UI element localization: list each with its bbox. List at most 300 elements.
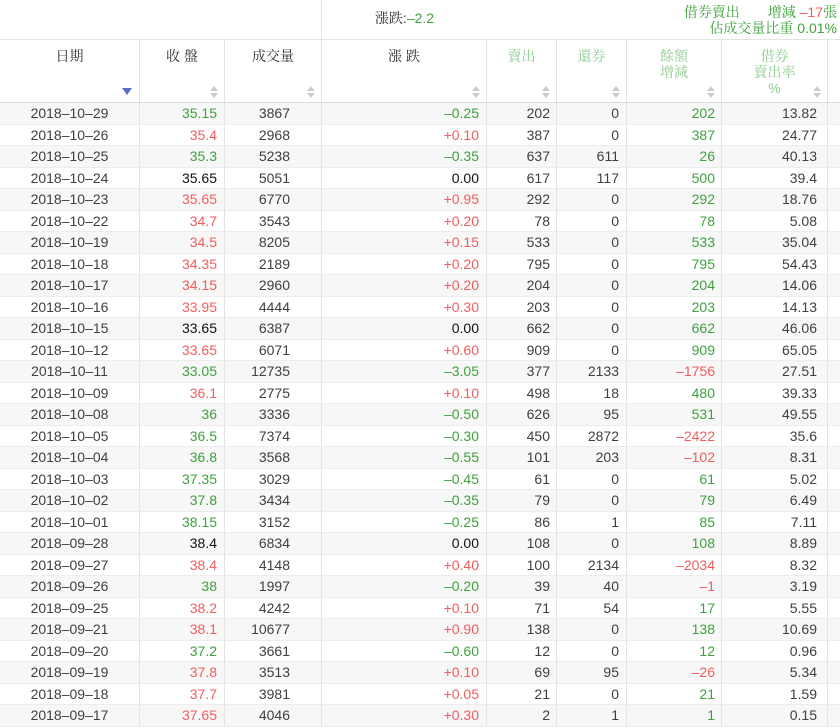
sell-ratio-cell: 35.04: [722, 232, 828, 253]
balance-change-cell: 1: [627, 705, 722, 726]
change-cell: +0.10: [322, 125, 487, 146]
spacer-cell: [828, 232, 840, 253]
sell-cell: 86: [487, 512, 557, 533]
close-cell: 33.95: [140, 297, 225, 318]
table-row: [0, 340, 840, 362]
table-row: [0, 383, 840, 405]
balance-change-cell: 480: [627, 383, 722, 404]
volume-cell: 8205: [225, 232, 322, 253]
close-cell: 33.65: [140, 340, 225, 361]
close-cell: 34.5: [140, 232, 225, 253]
balance-change-cell: 61: [627, 469, 722, 490]
sell-ratio-cell: 8.89: [722, 533, 828, 554]
date-cell: 2018–10–26: [0, 125, 140, 146]
close-cell: 34.7: [140, 211, 225, 232]
date-cell: 2018–10–11: [0, 361, 140, 382]
sell-cell: 377: [487, 361, 557, 382]
table-row: [0, 705, 840, 727]
return-cell: 0: [557, 125, 627, 146]
date-cell: 2018–10–08: [0, 404, 140, 425]
balance-change-cell: 78: [627, 211, 722, 232]
spacer-cell: [828, 103, 840, 124]
table-row: [0, 469, 840, 491]
return-cell: 2872: [557, 426, 627, 447]
table-row: [0, 533, 840, 555]
change-cell: –3.05: [322, 361, 487, 382]
spacer-cell: [828, 619, 840, 640]
spacer-cell: [828, 189, 840, 210]
spacer-cell: [828, 641, 840, 662]
sell-ratio-cell: 54.43: [722, 254, 828, 275]
sell-cell: 498: [487, 383, 557, 404]
close-cell: 36: [140, 404, 225, 425]
sell-cell: 637: [487, 146, 557, 167]
table-row: [0, 361, 840, 383]
sell-cell: 138: [487, 619, 557, 640]
balance-change-cell: –1: [627, 576, 722, 597]
balance-change-cell: 662: [627, 318, 722, 339]
return-cell: 203: [557, 447, 627, 468]
balance-change-cell: 909: [627, 340, 722, 361]
table-row: [0, 555, 840, 577]
return-cell: 0: [557, 490, 627, 511]
close-cell: 33.05: [140, 361, 225, 382]
change-cell: +0.05: [322, 684, 487, 705]
close-cell: 38.4: [140, 533, 225, 554]
table-row: [0, 211, 840, 233]
return-cell: 95: [557, 404, 627, 425]
change-cell: –0.25: [322, 103, 487, 124]
sell-cell: 795: [487, 254, 557, 275]
return-cell: 0: [557, 189, 627, 210]
change-cell: –0.30: [322, 426, 487, 447]
return-cell: 2134: [557, 555, 627, 576]
close-cell: 36.5: [140, 426, 225, 447]
date-cell: 2018–10–23: [0, 189, 140, 210]
close-cell: 35.4: [140, 125, 225, 146]
spacer-cell: [828, 662, 840, 683]
table-row: [0, 275, 840, 297]
table-row: [0, 232, 840, 254]
balance-change-cell: 795: [627, 254, 722, 275]
close-cell: 38.4: [140, 555, 225, 576]
col-header-return[interactable]: 還券: [557, 40, 627, 102]
date-cell: 2018–09–28: [0, 533, 140, 554]
volume-cell: 2960: [225, 275, 322, 296]
close-cell: 35.65: [140, 168, 225, 189]
balance-change-cell: –2034: [627, 555, 722, 576]
close-cell: 38: [140, 576, 225, 597]
sort-icon: [612, 86, 620, 98]
sort-icon: [210, 86, 218, 98]
return-cell: 0: [557, 469, 627, 490]
table-header: [0, 40, 840, 103]
change-cell: +0.60: [322, 340, 487, 361]
table-row: [0, 103, 840, 125]
sell-ratio-cell: 18.76: [722, 189, 828, 210]
volume-cell: 3336: [225, 404, 322, 425]
balance-change-cell: 12: [627, 641, 722, 662]
close-cell: 38.1: [140, 619, 225, 640]
sell-cell: 78: [487, 211, 557, 232]
volume-cell: 4444: [225, 297, 322, 318]
close-cell: 38.15: [140, 512, 225, 533]
price-change-value: –2.2: [406, 9, 435, 26]
sell-ratio-cell: 5.02: [722, 469, 828, 490]
return-cell: 0: [557, 254, 627, 275]
col-header-close[interactable]: 收 盤: [140, 40, 225, 102]
date-cell: 2018–09–21: [0, 619, 140, 640]
sell-ratio-cell: 39.4: [722, 168, 828, 189]
short-sell-change-value: –17: [799, 4, 823, 20]
table-row: [0, 598, 840, 620]
sell-cell: 39: [487, 576, 557, 597]
sell-cell: 909: [487, 340, 557, 361]
date-cell: 2018–09–20: [0, 641, 140, 662]
sort-icon: [813, 86, 821, 98]
table-row: [0, 426, 840, 448]
volume-cell: 4242: [225, 598, 322, 619]
spacer-cell: [828, 168, 840, 189]
date-cell: 2018–10–18: [0, 254, 140, 275]
table-row: [0, 447, 840, 469]
return-cell: 0: [557, 297, 627, 318]
change-cell: 0.00: [322, 168, 487, 189]
sell-ratio-cell: 35.6: [722, 426, 828, 447]
date-cell: 2018–10–17: [0, 275, 140, 296]
col-header-date[interactable]: 日期: [0, 40, 140, 102]
sell-ratio-cell: 49.55: [722, 404, 828, 425]
balance-change-cell: 26: [627, 146, 722, 167]
sell-ratio-cell: 5.55: [722, 598, 828, 619]
sort-icon: [472, 86, 480, 98]
date-cell: 2018–10–16: [0, 297, 140, 318]
volume-cell: 10677: [225, 619, 322, 640]
spacer-cell: [828, 275, 840, 296]
table-row: [0, 168, 840, 190]
change-cell: +0.10: [322, 598, 487, 619]
short-sell-change-label: 增減: [767, 4, 800, 20]
close-cell: 35.15: [140, 103, 225, 124]
sell-ratio-cell: 0.15: [722, 705, 828, 726]
date-cell: 2018–10–24: [0, 168, 140, 189]
date-cell: 2018–09–25: [0, 598, 140, 619]
volume-cell: 5051: [225, 168, 322, 189]
change-cell: –0.35: [322, 490, 487, 511]
volume-cell: 4148: [225, 555, 322, 576]
sell-ratio-cell: 0.96: [722, 641, 828, 662]
change-cell: +0.30: [322, 705, 487, 726]
spacer-cell: [828, 297, 840, 318]
spacer-cell: [828, 533, 840, 554]
date-cell: 2018–10–22: [0, 211, 140, 232]
table-row: [0, 318, 840, 340]
table-row: [0, 146, 840, 168]
volume-cell: 2775: [225, 383, 322, 404]
change-cell: 0.00: [322, 533, 487, 554]
date-cell: 2018–10–05: [0, 426, 140, 447]
change-cell: –0.55: [322, 447, 487, 468]
close-cell: 36.1: [140, 383, 225, 404]
sell-ratio-cell: 27.51: [722, 361, 828, 382]
return-cell: 54: [557, 598, 627, 619]
close-cell: 36.8: [140, 447, 225, 468]
sort-icon: [707, 86, 715, 98]
close-cell: 37.65: [140, 705, 225, 726]
volume-cell: 5238: [225, 146, 322, 167]
return-cell: 1: [557, 705, 627, 726]
spacer-cell: [828, 254, 840, 275]
date-cell: 2018–10–01: [0, 512, 140, 533]
return-cell: 0: [557, 103, 627, 124]
sell-ratio-cell: 6.49: [722, 490, 828, 511]
return-cell: 1: [557, 512, 627, 533]
change-cell: –0.45: [322, 469, 487, 490]
change-cell: +0.20: [322, 211, 487, 232]
sell-ratio-cell: 1.59: [722, 684, 828, 705]
date-cell: 2018–09–18: [0, 684, 140, 705]
table-body: [0, 103, 840, 727]
volume-cell: 1997: [225, 576, 322, 597]
sell-cell: 101: [487, 447, 557, 468]
volume-cell: 7374: [225, 426, 322, 447]
volume-cell: 4046: [225, 705, 322, 726]
col-header-change[interactable]: 漲 跌: [322, 40, 487, 102]
spacer-cell: [828, 318, 840, 339]
balance-change-cell: 85: [627, 512, 722, 533]
col-header-volume[interactable]: 成交量: [225, 40, 322, 102]
change-cell: +0.20: [322, 275, 487, 296]
change-cell: +0.95: [322, 189, 487, 210]
change-cell: +0.10: [322, 662, 487, 683]
return-cell: 0: [557, 533, 627, 554]
sell-cell: 2: [487, 705, 557, 726]
close-cell: 35.3: [140, 146, 225, 167]
sell-cell: 387: [487, 125, 557, 146]
spacer-cell: [828, 404, 840, 425]
spacer-cell: [828, 512, 840, 533]
spacer-cell: [828, 211, 840, 232]
volume-cell: 3029: [225, 469, 322, 490]
balance-change-cell: –26: [627, 662, 722, 683]
spacer-cell: [828, 469, 840, 490]
sell-ratio-cell: 5.34: [722, 662, 828, 683]
sell-cell: 617: [487, 168, 557, 189]
sell-ratio-cell: 39.33: [722, 383, 828, 404]
return-cell: 0: [557, 211, 627, 232]
date-cell: 2018–09–27: [0, 555, 140, 576]
change-cell: 0.00: [322, 318, 487, 339]
volume-cell: 2189: [225, 254, 322, 275]
table-row: [0, 189, 840, 211]
spacer-cell: [828, 383, 840, 404]
balance-change-cell: 387: [627, 125, 722, 146]
date-cell: 2018–09–26: [0, 576, 140, 597]
close-cell: 37.2: [140, 641, 225, 662]
return-cell: 40: [557, 576, 627, 597]
volume-cell: 2968: [225, 125, 322, 146]
table-row: [0, 512, 840, 534]
change-cell: –0.20: [322, 576, 487, 597]
sort-desc-icon: [122, 88, 132, 95]
sell-cell: 61: [487, 469, 557, 490]
price-change-summary: [322, 0, 487, 39]
sell-cell: 21: [487, 684, 557, 705]
balance-change-cell: 533: [627, 232, 722, 253]
balance-change-cell: 108: [627, 533, 722, 554]
price-change-label: 漲跌:: [374, 9, 407, 26]
sort-icon: [307, 86, 315, 98]
sort-icon: [542, 86, 550, 98]
balance-change-cell: 531: [627, 404, 722, 425]
table-row: [0, 125, 840, 147]
close-cell: 37.35: [140, 469, 225, 490]
balance-change-cell: –2422: [627, 426, 722, 447]
close-cell: 34.15: [140, 275, 225, 296]
balance-change-cell: –102: [627, 447, 722, 468]
balance-change-cell: 203: [627, 297, 722, 318]
volume-cell: 3152: [225, 512, 322, 533]
volume-cell: 3543: [225, 211, 322, 232]
balance-change-cell: 21: [627, 684, 722, 705]
short-sell-change-unit: 張: [823, 4, 837, 20]
spacer-cell: [828, 684, 840, 705]
return-cell: 18: [557, 383, 627, 404]
spacer-cell: [828, 598, 840, 619]
change-cell: +0.30: [322, 297, 487, 318]
volume-cell: 6071: [225, 340, 322, 361]
volume-cell: 6387: [225, 318, 322, 339]
return-cell: 0: [557, 318, 627, 339]
sell-ratio-cell: 40.13: [722, 146, 828, 167]
sell-ratio-cell: 7.11: [722, 512, 828, 533]
sell-cell: 626: [487, 404, 557, 425]
col-header-spacer: [828, 40, 840, 102]
sell-ratio-cell: 8.32: [722, 555, 828, 576]
return-cell: 0: [557, 641, 627, 662]
volume-cell: 3434: [225, 490, 322, 511]
sell-cell: 533: [487, 232, 557, 253]
col-header-sell-ratio[interactable]: 借券 賣出率 %: [722, 40, 828, 102]
date-cell: 2018–10–09: [0, 383, 140, 404]
short-sell-summary: [487, 0, 840, 39]
spacer-cell: [828, 447, 840, 468]
return-cell: 0: [557, 232, 627, 253]
spacer-cell: [828, 146, 840, 167]
sell-cell: 204: [487, 275, 557, 296]
volume-cell: 6834: [225, 533, 322, 554]
spacer-cell: [828, 705, 840, 726]
spacer-cell: [828, 361, 840, 382]
close-cell: 37.8: [140, 662, 225, 683]
sell-cell: 71: [487, 598, 557, 619]
change-cell: +0.90: [322, 619, 487, 640]
balance-change-cell: 138: [627, 619, 722, 640]
sell-ratio-cell: 13.82: [722, 103, 828, 124]
sell-cell: 108: [487, 533, 557, 554]
change-cell: –0.25: [322, 512, 487, 533]
sell-ratio-cell: 10.69: [722, 619, 828, 640]
spacer-cell: [828, 125, 840, 146]
date-cell: 2018–10–04: [0, 447, 140, 468]
balance-change-cell: –1756: [627, 361, 722, 382]
change-cell: –0.35: [322, 146, 487, 167]
sell-cell: 203: [487, 297, 557, 318]
close-cell: 37.8: [140, 490, 225, 511]
sell-ratio-cell: 14.13: [722, 297, 828, 318]
sell-cell: 662: [487, 318, 557, 339]
volume-cell: 12735: [225, 361, 322, 382]
balance-change-cell: 17: [627, 598, 722, 619]
date-cell: 2018–10–02: [0, 490, 140, 511]
table-row: [0, 404, 840, 426]
date-cell: 2018–10–12: [0, 340, 140, 361]
table-row: [0, 684, 840, 706]
volume-cell: 3981: [225, 684, 322, 705]
return-cell: 2133: [557, 361, 627, 382]
col-header-balance-change[interactable]: 餘額 增減: [627, 40, 722, 102]
date-cell: 2018–10–19: [0, 232, 140, 253]
sell-cell: 292: [487, 189, 557, 210]
date-cell: 2018–10–15: [0, 318, 140, 339]
change-cell: +0.40: [322, 555, 487, 576]
short-sell-volume-ratio: 佔成交量比重 0.01%: [709, 20, 837, 36]
short-sell-line1: [487, 4, 837, 20]
return-cell: 0: [557, 340, 627, 361]
spacer-cell: [828, 555, 840, 576]
spacer-cell: [828, 576, 840, 597]
sell-cell: 69: [487, 662, 557, 683]
close-cell: 33.65: [140, 318, 225, 339]
date-cell: 2018–10–25: [0, 146, 140, 167]
sell-ratio-cell: 46.06: [722, 318, 828, 339]
spacer-cell: [828, 426, 840, 447]
date-cell: 2018–10–29: [0, 103, 140, 124]
change-cell: +0.15: [322, 232, 487, 253]
date-cell: 2018–09–17: [0, 705, 140, 726]
return-cell: 117: [557, 168, 627, 189]
table-row: [0, 576, 840, 598]
close-cell: 37.7: [140, 684, 225, 705]
return-cell: 611: [557, 146, 627, 167]
volume-cell: 3661: [225, 641, 322, 662]
return-cell: 95: [557, 662, 627, 683]
balance-change-cell: 79: [627, 490, 722, 511]
spacer-cell: [828, 340, 840, 361]
sell-ratio-cell: 5.08: [722, 211, 828, 232]
short-sell-title: 借券賣出: [683, 4, 740, 20]
balance-change-cell: 204: [627, 275, 722, 296]
table-row: [0, 641, 840, 663]
sell-ratio-cell: 8.31: [722, 447, 828, 468]
sell-ratio-cell: 65.05: [722, 340, 828, 361]
close-cell: 34.35: [140, 254, 225, 275]
table-row: [0, 490, 840, 512]
col-header-sell[interactable]: 賣出: [487, 40, 557, 102]
volume-cell: 3568: [225, 447, 322, 468]
sell-ratio-cell: 3.19: [722, 576, 828, 597]
sell-cell: 202: [487, 103, 557, 124]
volume-cell: 6770: [225, 189, 322, 210]
date-cell: 2018–10–03: [0, 469, 140, 490]
change-cell: +0.20: [322, 254, 487, 275]
volume-cell: 3867: [225, 103, 322, 124]
table-row: [0, 662, 840, 684]
balance-change-cell: 292: [627, 189, 722, 210]
return-cell: 0: [557, 684, 627, 705]
close-cell: 35.65: [140, 189, 225, 210]
change-cell: +0.10: [322, 383, 487, 404]
